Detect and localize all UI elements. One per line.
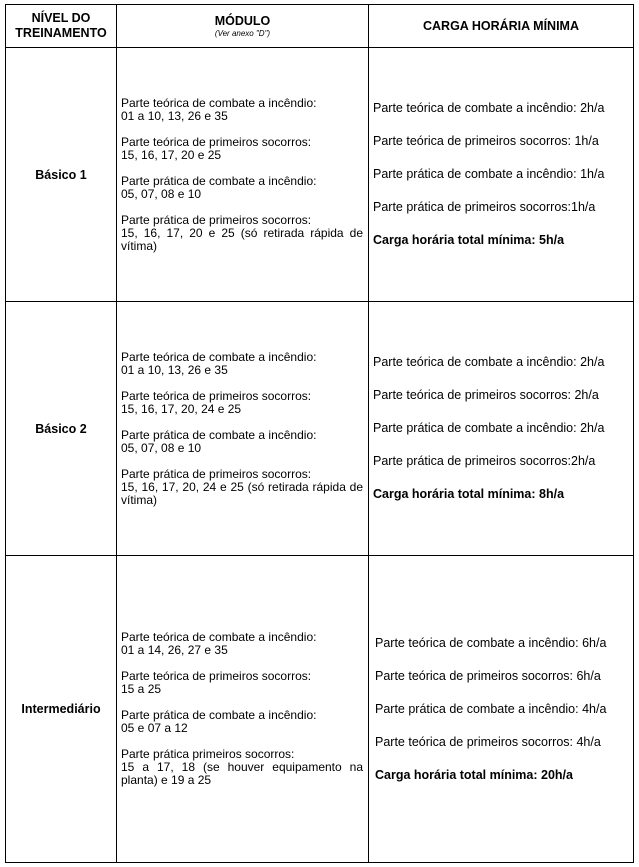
- loads-cell: [369, 48, 634, 302]
- load-item: Parte prática de combate a incêndio: 4h/a: [375, 701, 607, 716]
- load-item: Parte teórica de combate a incêndio: 6h/a: [375, 635, 607, 650]
- module-item: [121, 351, 363, 377]
- load-total: Carga horária total mínima: 8h/a: [373, 487, 565, 501]
- header-module-title: MÓDULO: [214, 13, 271, 28]
- load-item: Parte prática de combate a incêndio: 1h/a: [373, 167, 605, 181]
- table-row: [6, 556, 634, 863]
- load-item: Parte teórica de combate a incêndio: 2h/a: [373, 101, 605, 115]
- module-title: Parte teórica de combate a incêndio:: [121, 349, 317, 364]
- table-row: [6, 302, 634, 556]
- load-total: Carga horária total mínima: 20h/a: [375, 767, 573, 782]
- load-item: Parte teórica de primeiros socorros: 6h/a: [375, 668, 601, 683]
- module-item: [121, 748, 363, 787]
- level-cell: Básico 1: [6, 48, 117, 302]
- module-items: 05, 07, 08 e 10: [121, 186, 202, 201]
- header-level-line-2: TREINAMENTO: [15, 26, 107, 40]
- table-row: [6, 48, 634, 302]
- load-item: Parte teórica de combate a incêndio: 2h/a: [373, 355, 605, 369]
- module-item: [121, 709, 363, 735]
- module-items: 01 a 14, 26, 27 e 35: [121, 643, 228, 657]
- module-item: [121, 97, 363, 123]
- module-item: [121, 175, 363, 201]
- module-item: [121, 429, 363, 455]
- module-title: Parte teórica de primeiros socorros:: [121, 669, 312, 683]
- module-items: 01 a 10, 13, 26 e 35: [121, 362, 228, 377]
- loads-cell: [369, 302, 634, 556]
- module-title: Parte prática de combate a incêndio:: [121, 427, 317, 442]
- module-item: [121, 468, 363, 507]
- load-item: Parte teórica de primeiros socorros: 4h/a: [375, 734, 601, 749]
- level-cell: Básico 2: [6, 302, 117, 556]
- module-items: 05 e 07 a 12: [121, 721, 188, 735]
- module-items: 15, 16, 17, 20 e 25 (só retirada rápida de vítima): [121, 225, 363, 253]
- module-item: [121, 631, 363, 657]
- module-items: 15, 16, 17, 20, 24 e 25: [121, 401, 242, 416]
- module-title: Parte prática de primeiros socorros:: [121, 466, 312, 481]
- module-title: Parte prática de combate a incêndio:: [121, 173, 317, 188]
- header-level: [6, 5, 117, 48]
- module-title: Parte teórica de primeiros socorros:: [121, 388, 312, 403]
- module-items: 15 a 17, 18 (se houver equipamento na planta) e 19 a 25: [121, 760, 363, 787]
- module-item: [121, 136, 363, 162]
- load-item: Parte prática de primeiros socorros:1h/a: [373, 200, 596, 214]
- load-total: Carga horária total mínima: 5h/a: [373, 233, 565, 247]
- load-item: Parte prática de combate a incêndio: 2h/a: [373, 421, 605, 435]
- header-module: [117, 5, 369, 48]
- module-title: Parte teórica de combate a incêndio:: [121, 630, 317, 644]
- header-level-line-1: NÍVEL DO: [31, 11, 91, 25]
- module-items: 05, 07, 08 e 10: [121, 440, 202, 455]
- module-title: Parte teórica de primeiros socorros:: [121, 134, 312, 149]
- module-title: Parte teórica de combate a incêndio:: [121, 95, 317, 110]
- module-items: 15, 16, 17, 20, 24 e 25 (só retirada rápida de vítima): [121, 479, 363, 507]
- module-item: [121, 214, 363, 253]
- load-item: Parte prática de primeiros socorros:2h/a: [373, 454, 596, 468]
- load-item: Parte teórica de primeiros socorros: 1h/a: [373, 134, 599, 148]
- level-cell: Intermediário: [6, 556, 117, 863]
- modules-cell: [117, 302, 369, 556]
- header-load: CARGA HORÁRIA MÍNIMA: [369, 5, 634, 48]
- header-row: [6, 5, 634, 48]
- module-items: 15 a 25: [121, 682, 162, 696]
- load-item: Parte teórica de primeiros socorros: 2h/a: [373, 388, 599, 402]
- loads-cell: [369, 556, 634, 863]
- module-title: Parte prática primeiros socorros:: [121, 747, 295, 761]
- module-item: [121, 670, 363, 696]
- training-table: [5, 4, 634, 863]
- module-title: Parte prática de combate a incêndio:: [121, 708, 317, 722]
- module-items: 15, 16, 17, 20 e 25: [121, 147, 222, 162]
- modules-cell: [117, 556, 369, 863]
- module-title: Parte prática de primeiros socorros:: [121, 212, 312, 227]
- header-module-subtitle: (Ver anexo "D"): [214, 28, 271, 38]
- modules-cell: [117, 48, 369, 302]
- module-items: 01 a 10, 13, 26 e 35: [121, 108, 228, 123]
- module-item: [121, 390, 363, 416]
